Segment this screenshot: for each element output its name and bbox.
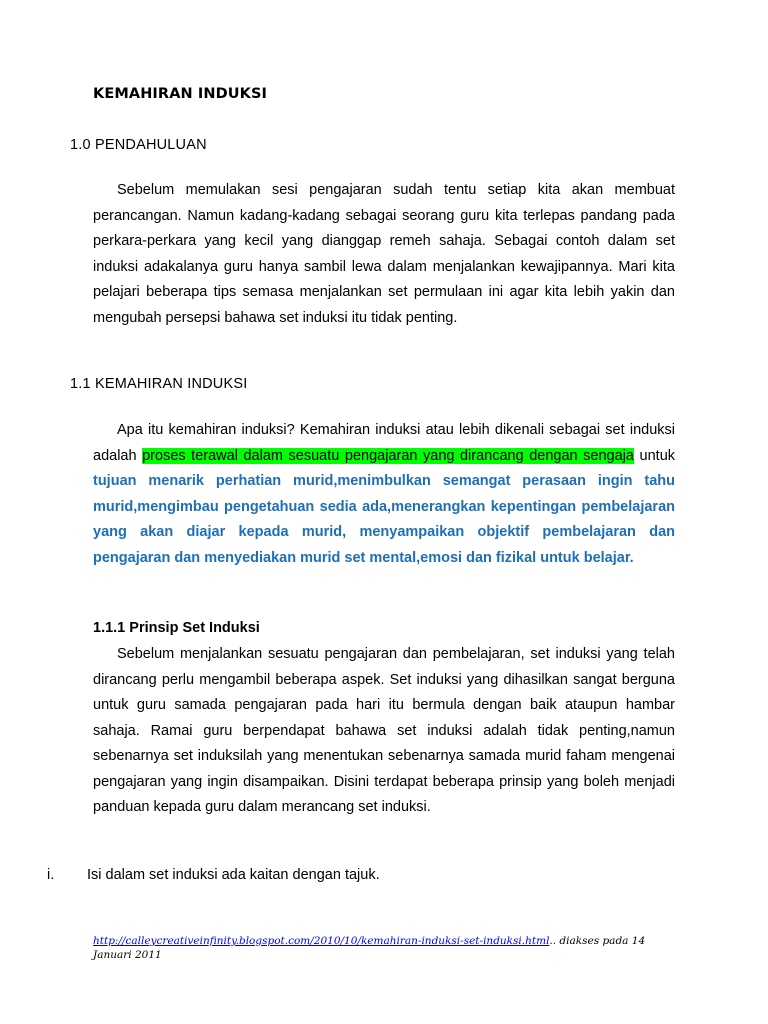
footnote-suffix: .. diakses pada 14 Januari 2011 bbox=[93, 935, 646, 961]
subsection-heading-prinsip: 1.1.1 Prinsip Set Induksi bbox=[93, 620, 260, 636]
highlighted-definition: proses terawal dalam sesuatu pengajaran yang dirancang dengan sengaja bbox=[142, 447, 634, 464]
footnote-link[interactable]: http://calleycreativeinfinity.blogspot.com/2010/10/kemahiran-induksi-set-induksi.html bbox=[93, 935, 550, 947]
paragraph-intro-text: Apa itu kemahiran induksi? Kemahiran induksi atau lebih dikenali sebagai set induksi adalah bbox=[93, 422, 675, 464]
paragraph-pendahuluan: Sebelum memulakan sesi pengajaran sudah tentu setiap kita akan membuat perancangan. Namun kadang-kadang sebagai seorang guru kita terlepas pandang pada perkara-perkara yang kecil yang dianggap remeh sahaja. Sebagai contoh dalam set induksi adakalanya guru hanya sambil lewa dalam menjalankan kewajipannya. Mari kita pelajari beberapa tips semasa menjalankan set permulaan ini agar kita lebih yakin dan mengubah persepsi bahawa set induksi itu tidak penting. bbox=[93, 182, 675, 326]
document-title: KEMAHIRAN INDUKSI bbox=[93, 86, 268, 102]
connector-text: untuk bbox=[633, 447, 676, 464]
paragraph-kemahiran-induksi bbox=[93, 418, 675, 571]
paragraph-prinsip: Sebelum menjalankan sesuatu pengajaran dan pembelajaran, set induksi yang telah dirancang perlu mengambil beberapa aspek. Set induksi yang dihasilkan sangat berguna untuk guru samada pengajaran pada hari itu bermula dengan baik ataupun hambar sahaja. Ramai guru berpendapat bahawa set induksi adalah tidak penting,namun sebenarnya set induksilah yang menentukan sebenarnya samada murid faham mengenai pengajaran yang ingin disampaikan. Disini terdapat beberapa prinsip yang boleh menjadi panduan kepada guru dalam merancang set induksi. bbox=[93, 646, 675, 815]
list-item-number: i. bbox=[47, 867, 55, 883]
list-item-text: Isi dalam set induksi ada kaitan dengan tajuk. bbox=[87, 867, 380, 883]
footnote bbox=[93, 934, 675, 962]
section-heading-kemahiran-induksi: 1.1 KEMAHIRAN INDUKSI bbox=[70, 376, 248, 392]
emphasized-purpose: tujuan menarik perhatian murid,menimbulkan semangat perasaan ingin tahu murid,mengimbau pengetahuan sedia ada,menerangkan kepentingan pembelajaran yang akan diajar kepada murid, menyampaikan objektif pembelajaran dan pengajaran dan menyediakan murid set mental,emosi dan fizikal untuk belajar. bbox=[93, 473, 675, 566]
list-item bbox=[47, 867, 667, 883]
section-heading-pendahuluan: 1.0 PENDAHULUAN bbox=[70, 137, 207, 153]
